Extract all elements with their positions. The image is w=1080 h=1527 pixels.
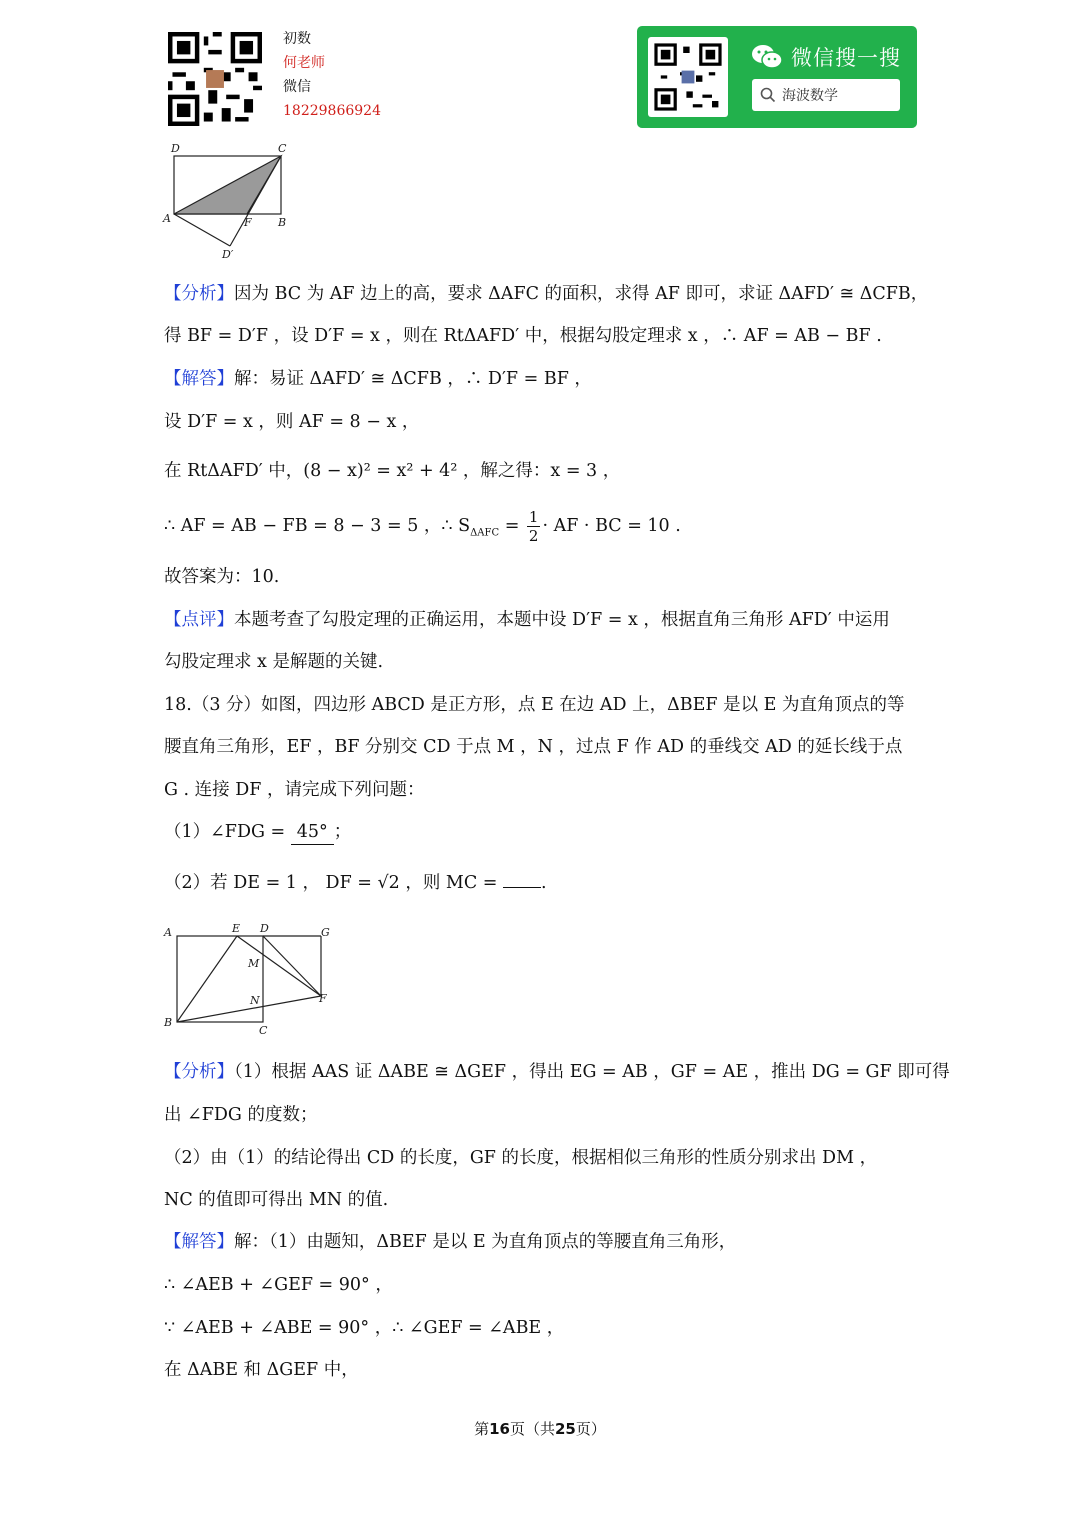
contact-subject: 初数 [283, 31, 311, 47]
qr-code-left [168, 32, 262, 126]
fig2-label-a: A [164, 926, 172, 939]
q18-solution-text-1: 解：（1）由题知，ΔBEF 是以 E 为直角顶点的等腰直角三角形， [234, 1232, 737, 1252]
fig2-label-g: G [321, 926, 330, 939]
search-icon [760, 87, 776, 103]
wechat-search-card[interactable] [637, 26, 917, 128]
q17-solution-text-1: 解：易证 ΔAFD′ ≅ ΔCFB ，∴ D′F = BF ， [234, 369, 592, 389]
wechat-brand-text: 微信搜一搜 [791, 46, 901, 70]
q17-analysis-text-1: 因为 BC 为 AF 边上的高，要求 ΔAFC 的面积，求得 AF 即可，求证 ΔAFD′ ≅ ΔCFB， [234, 284, 929, 304]
q17-solution-line-3: 在 RtΔAFD′ 中，(8 − x)² = x² + 4² ，解之得：x = 3 ， [164, 461, 621, 481]
footer-middle: 页（共 [509, 1420, 555, 1438]
solution-tag: 【解答】 [164, 369, 234, 389]
fig2-label-n: N [250, 994, 260, 1007]
q18-stem-line-2: 腰直角三角形，EF ，BF 分别交 CD 于点 M ，N ，过点 F 作 AD 的垂线交 AD 的延长线于点 [164, 737, 903, 757]
q18-part-1 [164, 820, 930, 845]
q18-analysis-line-4: NC 的值即可得出 MN 的值. [164, 1190, 389, 1210]
q18-solution-line-1 [164, 1230, 930, 1254]
q18-solution-line-4: 在 ΔABE 和 ΔGEF 中， [164, 1360, 359, 1380]
fig1-label-d: D [171, 142, 180, 155]
fraction-denominator: 2 [528, 527, 539, 545]
comment-tag: 【点评】 [164, 610, 234, 630]
contact-phone: 18229866924 [283, 103, 381, 119]
fig1-label-d-prime: D′ [222, 248, 234, 261]
q17-analysis-line-2: 得 BF = D′F ，设 D′F = x ，则在 RtΔAFD′ 中，根据勾股定理求 x ，∴ AF = AB − BF . [164, 326, 882, 346]
wechat-logo-icon [751, 44, 783, 70]
q18-part2-text: （2）若 DE = 1 ， DF = √2 ，则 MC = [164, 873, 504, 893]
q18-stem-line-3: G . 连接 DF ，请完成下列问题： [164, 780, 425, 800]
wechat-search-box[interactable] [752, 79, 900, 111]
q18-part2-end: . [541, 873, 547, 893]
figure-square-triangle [160, 918, 340, 1040]
q18-part1-end: ； [333, 822, 352, 842]
contact-teacher: 何老师 [283, 55, 325, 71]
fig1-label-c: C [278, 142, 287, 155]
page-footer [0, 1418, 1080, 1439]
q18-analysis-text-1: （1）根据 AAS 证 ΔABE ≅ ΔGEF ，得出 EG = AB ，GF = AE ，推出 DG = GF 即可得 [234, 1062, 950, 1082]
footer-prefix: 第 [474, 1420, 490, 1438]
page-total: 25 [555, 1420, 576, 1438]
q18-part1-text: （1）∠FDG = [164, 822, 291, 842]
analysis-tag: 【分析】 [164, 1062, 234, 1082]
q17-solution-text-4a: ∴ AF = AB − FB = 8 − 3 = 5 ，∴ S [164, 516, 471, 536]
fig1-label-f: F [244, 216, 252, 229]
q17-comment-line-1 [164, 608, 930, 632]
fig2-label-b: B [164, 1016, 173, 1029]
q17-solution-line-2: 设 D′F = x ，则 AF = 8 − x ， [164, 412, 420, 432]
q18-part1-answer: 45° [291, 820, 334, 845]
q17-comment-line-2: 勾股定理求 x 是解题的关键. [164, 652, 384, 672]
fig2-label-m: M [248, 957, 260, 970]
q18-analysis-line-2: 出 ∠FDG 的度数； [164, 1105, 318, 1125]
q18-part2-blank [503, 887, 541, 888]
fig1-label-b: B [278, 216, 287, 229]
wechat-brand [751, 42, 901, 72]
wechat-search-text: 海波数学 [782, 88, 838, 104]
page-number: 16 [489, 1420, 510, 1438]
qr-code-right [648, 37, 728, 117]
q18-stem-line-1: 18.（3 分）如图，四边形 ABCD 是正方形，点 E 在边 AD 上，ΔBEF 是以 E 为直角顶点的等 [164, 695, 905, 715]
q18-part-2 [164, 871, 930, 895]
q18-analysis-line-3: （2）由（1）的结论得出 CD 的长度，GF 的长度，根据相似三角形的性质分别求出 DM ， [164, 1148, 878, 1168]
q18-solution-line-3: ∵ ∠AEB + ∠ABE = 90° ，∴ ∠GEF = ∠ABE ， [164, 1318, 565, 1338]
q17-answer: 故答案为：10. [164, 567, 280, 587]
q17-solution-line-1 [164, 367, 930, 391]
fig2-label-f: F [319, 992, 327, 1005]
fig2-label-c: C [259, 1024, 268, 1037]
footer-suffix: 页） [575, 1420, 606, 1438]
q17-solution-text-4b: = [499, 516, 525, 536]
q17-solution-line-4 [164, 506, 930, 554]
q18-analysis-line-1 [164, 1060, 950, 1084]
fig2-label-e: E [232, 922, 241, 935]
fig1-label-a: A [163, 212, 171, 225]
fig2-label-d: D [260, 922, 269, 935]
q17-analysis-line-1 [164, 282, 930, 306]
fraction-one-half [527, 508, 541, 545]
q17-comment-text-1: 本题考查了勾股定理的正确运用，本题中设 D′F = x ，根据直角三角形 AFD′ 中运用 [234, 610, 890, 630]
fraction-numerator: 1 [528, 508, 539, 526]
analysis-tag: 【分析】 [164, 284, 234, 304]
contact-wechat-label: 微信 [283, 79, 311, 95]
q18-solution-line-2: ∴ ∠AEB + ∠GEF = 90° ， [164, 1275, 393, 1295]
contact-info [283, 27, 381, 123]
solution-tag: 【解答】 [164, 1232, 234, 1252]
q17-solution-subscript: ΔAFC [470, 527, 500, 539]
q17-solution-text-4c: · AF · BC = 10 . [542, 516, 681, 536]
figure-rectangle-fold [160, 140, 300, 262]
